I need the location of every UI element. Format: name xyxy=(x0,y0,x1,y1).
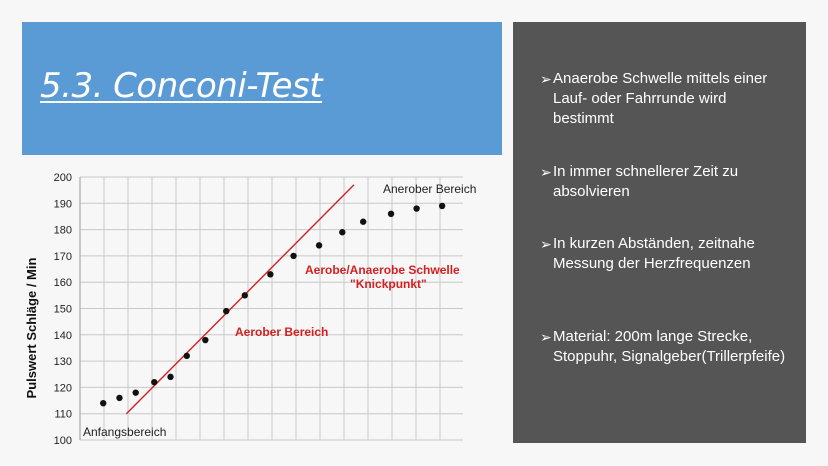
y-tick-label: 180 xyxy=(53,224,72,237)
bullet-text: Material: 200m lange Strecke, Stoppuhr, Signalgeber(Trillerpfeife) xyxy=(553,328,786,365)
annotation-schwelle: Aerobe/Anaerobe Schwelle xyxy=(305,263,460,277)
data-point xyxy=(151,379,157,385)
y-axis-label: Pulswert Schläge / Min xyxy=(24,257,39,399)
annotation-anaerober-bereich: Anerober Bereich xyxy=(383,182,477,196)
data-point xyxy=(290,253,296,259)
y-tick-label: 100 xyxy=(53,435,72,447)
data-point xyxy=(439,203,445,209)
data-point xyxy=(133,389,139,395)
bullet-item xyxy=(540,327,786,367)
bullet-item xyxy=(540,69,786,129)
title-banner xyxy=(22,22,502,155)
arrow-bullet-icon: ➢ xyxy=(540,236,552,252)
annotation-knickpunkt: "Knickpunkt" xyxy=(350,277,427,291)
data-point xyxy=(100,400,106,406)
data-point xyxy=(413,205,419,211)
chart-grid xyxy=(80,177,463,440)
y-tick-label: 190 xyxy=(53,198,72,211)
y-tick-label: 150 xyxy=(53,303,72,316)
data-point xyxy=(339,229,345,235)
data-point xyxy=(184,353,190,359)
data-point xyxy=(223,308,229,314)
y-tick-label: 160 xyxy=(53,277,72,290)
y-tick-labels xyxy=(54,172,72,447)
conconi-chart xyxy=(0,160,505,460)
y-tick-label: 120 xyxy=(53,382,72,395)
data-point xyxy=(267,271,273,277)
arrow-bullet-icon: ➢ xyxy=(540,164,552,180)
data-point xyxy=(316,242,322,248)
data-point xyxy=(116,395,122,401)
annotation-anfangsbereich: Anfangsbereich xyxy=(83,425,167,439)
arrow-bullet-icon: ➢ xyxy=(540,329,552,345)
bullet-text: Anaerobe Schwelle mittels einer Lauf- oder Fahrrunde wird bestimmt xyxy=(553,70,768,127)
y-tick-label: 200 xyxy=(53,172,72,184)
bullet-item xyxy=(540,234,786,274)
slide-title: 5.3. Conconi-Test xyxy=(40,66,323,106)
bullet-item xyxy=(540,162,786,202)
annotation-aerober-bereich: Aerober Bereich xyxy=(235,325,329,339)
y-tick-label: 130 xyxy=(53,356,72,369)
bullet-text: In kurzen Abständen, zeitnahe Messung der Herzfrequenzen xyxy=(553,235,755,272)
bullet-text: In immer schnellerer Zeit zu absolvieren xyxy=(553,163,739,200)
bullet-panel xyxy=(513,22,806,443)
y-tick-label: 110 xyxy=(54,408,72,421)
y-tick-label: 140 xyxy=(53,329,72,342)
data-point xyxy=(167,374,173,380)
data-point xyxy=(360,219,366,225)
data-point xyxy=(242,292,248,298)
data-point xyxy=(388,211,394,217)
y-tick-label: 170 xyxy=(53,250,72,263)
arrow-bullet-icon: ➢ xyxy=(540,71,552,87)
data-point xyxy=(202,337,208,343)
